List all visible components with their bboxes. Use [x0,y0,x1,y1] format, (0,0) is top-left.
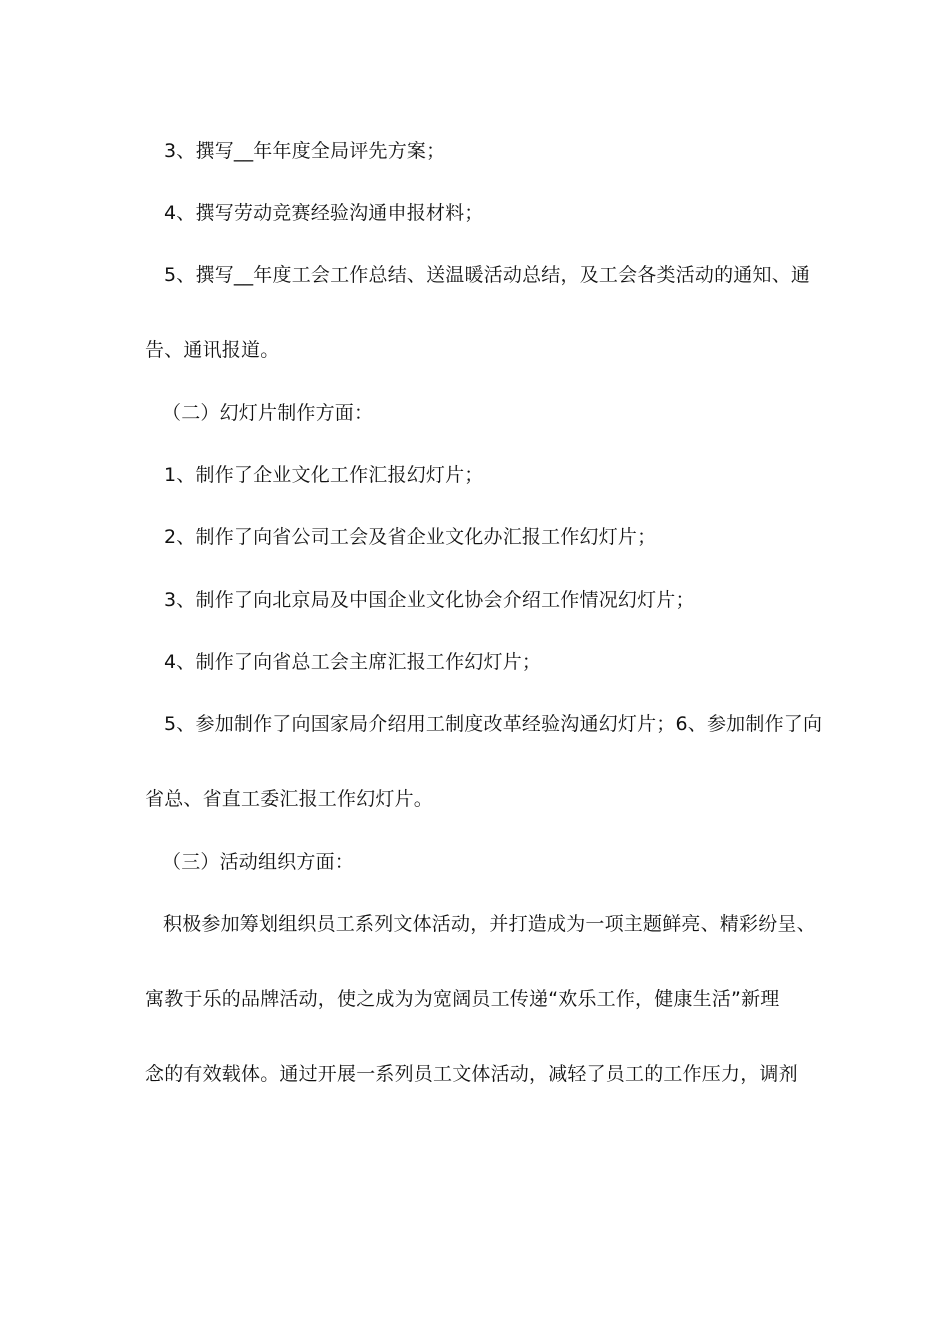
paragraph-activities-line-1: 积极参加筹划组织员工系列文体活动，并打造成为一项主题鲜亮、精彩纷呈、 [163,913,816,935]
list-item-5-6-national-slides: 5、参加制作了向国家局介绍用工制度改革经验沟通幻灯片；6、参加制作了向 [164,713,823,735]
paragraph-activities-line-2: 寓教于乐的品牌活动，使之成为为宽阔员工传递“欢乐工作，健康生活”新理 [145,988,780,1010]
list-item-1-culture-slides: 1、制作了企业文化工作汇报幻灯片； [164,464,484,486]
section-heading-slides: （二）幻灯片制作方面： [162,402,374,424]
paragraph-activities-line-3: 念的有效载体。通过开展一系列员工文体活动，减轻了员工的工作压力，调剂 [145,1063,798,1085]
section-heading-activities: （三）活动组织方面： [162,851,355,873]
list-item-5-union-summary: 5、撰写__年度工会工作总结、送温暖活动总结，及工会各类活动的通知、通 [164,264,811,286]
list-item-5-continuation: 告、通讯报道。 [145,339,280,361]
list-item-3-beijing-slides: 3、制作了向北京局及中国企业文化协会介绍工作情况幻灯片； [164,589,695,611]
list-item-6-continuation: 省总、省直工委汇报工作幻灯片。 [145,788,434,810]
list-item-3-evaluation-plan: 3、撰写__年年度全局评先方案； [164,140,446,162]
list-item-4-chairman-slides: 4、制作了向省总工会主席汇报工作幻灯片； [164,651,542,673]
list-item-4-competition-materials: 4、撰写劳动竞赛经验沟通申报材料； [164,202,484,224]
list-item-2-provincial-slides: 2、制作了向省公司工会及省企业文化办汇报工作幻灯片； [164,526,657,548]
